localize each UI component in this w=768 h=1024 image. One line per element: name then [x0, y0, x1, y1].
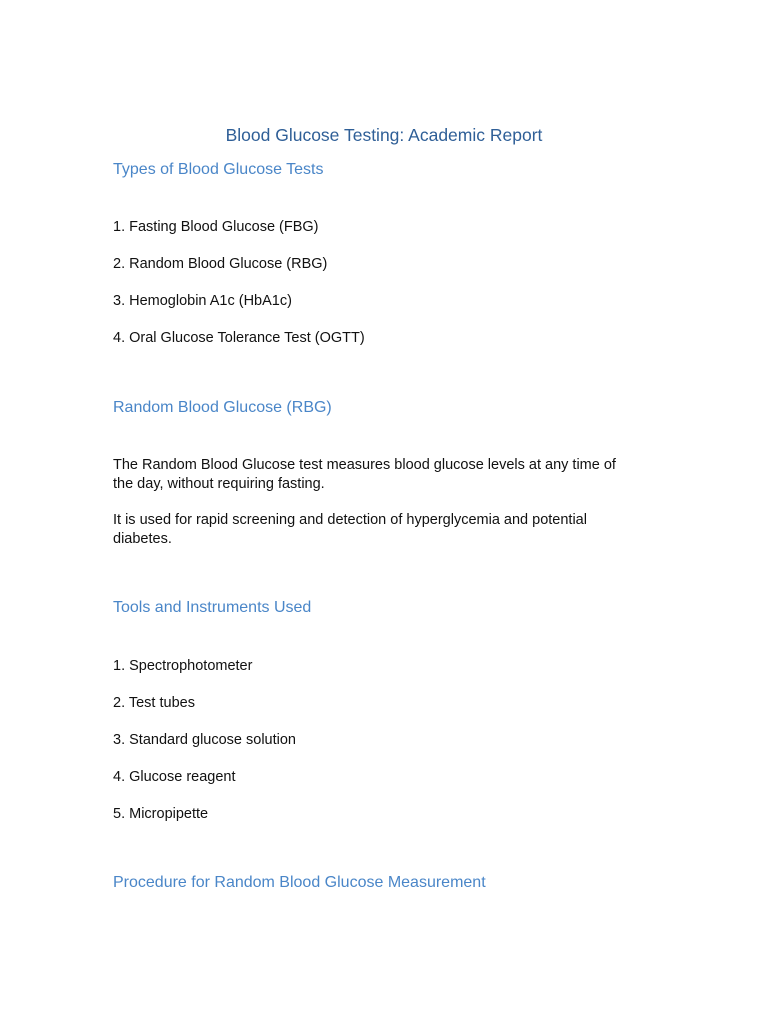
list-item-types-3: 3. Hemoglobin A1c (HbA1c) [113, 293, 292, 309]
section-heading-procedure: Procedure for Random Blood Glucose Measurement [113, 874, 486, 891]
section-heading-tools: Tools and Instruments Used [113, 599, 312, 616]
list-item-tools-3: 3. Standard glucose solution [113, 732, 296, 748]
list-item-types-2: 2. Random Blood Glucose (RBG) [113, 256, 328, 272]
section-heading-rbg: Random Blood Glucose (RBG) [113, 399, 332, 416]
list-item-types-4: 4. Oral Glucose Tolerance Test (OGTT) [113, 330, 365, 346]
paragraph-rbg-1-line-1: The Random Blood Glucose test measures blood glucose levels at any time of [113, 457, 616, 473]
list-item-tools-2: 2. Test tubes [113, 695, 195, 711]
list-item-types-1: 1. Fasting Blood Glucose (FBG) [113, 219, 319, 235]
list-item-tools-5: 5. Micropipette [113, 806, 209, 822]
list-item-tools-4: 4. Glucose reagent [113, 769, 236, 785]
list-item-tools-1: 1. Spectrophotometer [113, 658, 253, 674]
section-heading-types: Types of Blood Glucose Tests [113, 161, 324, 178]
paragraph-rbg-2-line-1: It is used for rapid screening and detection of hyperglycemia and potential [113, 512, 587, 528]
document-title: Blood Glucose Testing: Academic Report [225, 125, 543, 145]
paragraph-rbg-1-line-2: the day, without requiring fasting. [113, 476, 325, 492]
paragraph-rbg-2-line-2: diabetes. [113, 531, 172, 547]
